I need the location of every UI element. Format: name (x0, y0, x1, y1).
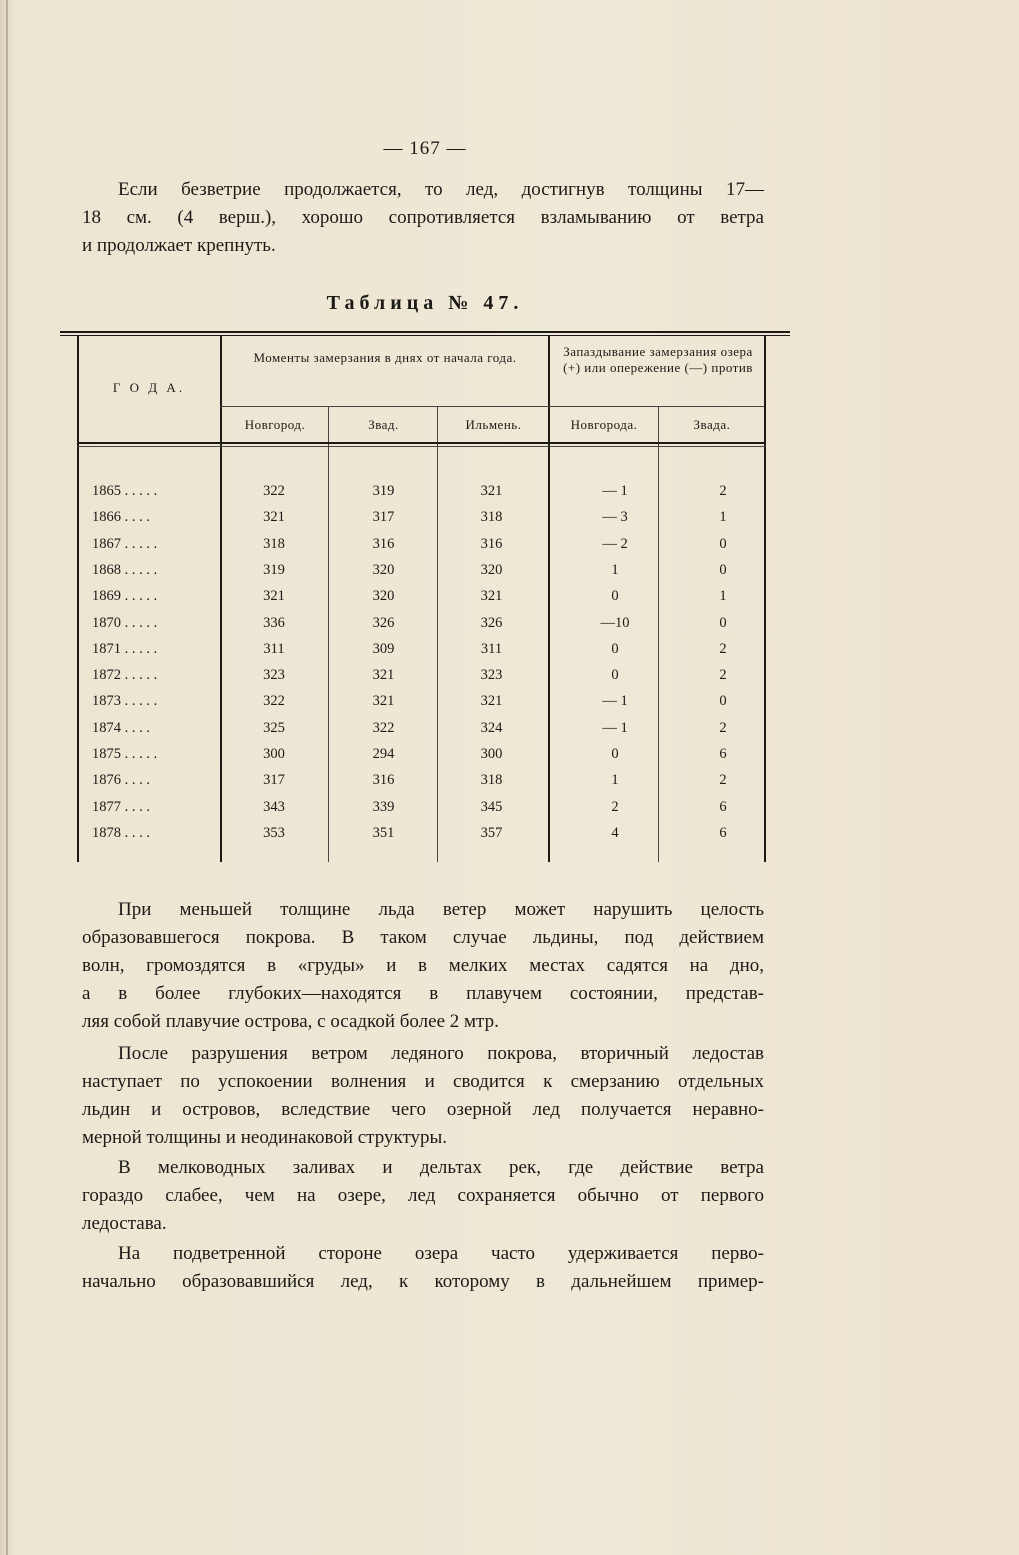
header-col-zvada: Звада. (693, 417, 731, 432)
paragraph-5 (82, 1240, 764, 1296)
paragraph-line: ляя собой плавучие острова, с осадкой более 2 мтр. (82, 1011, 499, 1032)
cell-novgorod: 322 (263, 483, 285, 499)
cell-vs-novgorod: — 3 (602, 509, 628, 526)
cell-zvad: 320 (372, 588, 395, 605)
paragraph-line: При меньшей толщине льда ветер может нарушить целость (118, 899, 764, 920)
cell-vs-novgorod: —10 (600, 614, 630, 631)
cell-ilmen: 318 (480, 772, 503, 789)
header-lag: Запаздывание замерзания озера (+) или опережение (—) против (563, 344, 753, 375)
col-sep-groups (548, 336, 550, 862)
cell-vs-novgorod: 0 (611, 640, 619, 657)
cell-year: 1875 . . . . . (92, 746, 158, 762)
table-left-border (77, 336, 79, 862)
cell-ilmen: 326 (480, 614, 503, 631)
cell-vs-novgorod: 0 (611, 588, 619, 605)
cell-year: 1867 . . . . . (92, 535, 158, 552)
cell-vs-novgorod: — 1 (602, 719, 628, 736)
cell-novgorod: 323 (263, 667, 285, 684)
cell-zvad: 351 (372, 824, 395, 841)
cell-vs-novgorod: 1 (611, 561, 619, 578)
cell-vs-zvad: 2 (719, 667, 727, 684)
cell-vs-novgorod: 0 (611, 667, 619, 684)
binding-edge (6, 0, 8, 1555)
cell-year: 1874 . . . . (92, 719, 150, 736)
col-sep-zvad (437, 406, 438, 862)
cell-vs-zvad: 2 (719, 772, 727, 789)
cell-year: 1877 . . . . (92, 798, 150, 815)
cell-ilmen: 324 (480, 719, 503, 736)
cell-ilmen: 323 (480, 667, 503, 684)
cell-novgorod: 322 (263, 693, 285, 710)
cell-zvad: 320 (372, 561, 395, 578)
cell-vs-zvad: 0 (719, 535, 727, 552)
paragraph-line: наступает по успокоении волнения и сводится к смерзанию отдельных (82, 1071, 764, 1092)
cell-zvad: 316 (372, 772, 395, 789)
cell-vs-zvad: 1 (719, 509, 727, 526)
cell-vs-zvad: 2 (719, 640, 727, 657)
cell-novgorod: 353 (263, 824, 285, 841)
header-bottom-rule-2 (77, 446, 766, 447)
cell-year: 1878 . . . . (92, 824, 150, 841)
cell-vs-novgorod: 2 (611, 798, 619, 815)
cell-novgorod: 336 (263, 614, 285, 631)
cell-novgorod: 321 (263, 509, 285, 526)
paragraph-line: После разрушения ветром ледяного покрова, вторичный ледостав (118, 1043, 764, 1064)
paragraph-1 (82, 176, 764, 260)
cell-vs-zvad: 1 (719, 588, 727, 605)
cell-year: 1866 . . . . (92, 509, 150, 526)
cell-year: 1871 . . . . . (92, 640, 158, 657)
paragraph-2 (82, 896, 764, 1036)
paragraph-line: Если безветрие продолжается, то лед, достигнув толщины 17— (118, 179, 764, 200)
cell-ilmen: 316 (480, 535, 503, 552)
cell-vs-novgorod: — 2 (602, 535, 628, 552)
cell-ilmen: 321 (480, 693, 503, 710)
cell-year: 1872 . . . . . (92, 667, 158, 684)
cell-year: 1869 . . . . . (92, 588, 158, 605)
cell-zvad: 322 (372, 719, 395, 736)
header-col-ilmen: Ильмень. (465, 417, 522, 432)
paragraph-line: гораздо слабее, чем на озере, лед сохраняется обычно от первого (82, 1185, 764, 1206)
cell-zvad: 309 (372, 640, 395, 657)
cell-ilmen: 345 (480, 798, 503, 815)
cell-novgorod: 325 (263, 719, 285, 736)
header-bottom-rule (77, 442, 766, 444)
col-sep-novgorod (328, 406, 329, 862)
paragraph-line: На подветренной стороне озера часто удерживается перво- (118, 1243, 764, 1264)
cell-zvad: 316 (372, 535, 395, 552)
cell-novgorod: 300 (263, 746, 285, 762)
table-title: Таблица № 47. (326, 292, 524, 314)
cell-novgorod: 318 (263, 535, 285, 552)
table-top-rule-2 (60, 335, 790, 336)
cell-zvad: 339 (372, 798, 395, 815)
cell-vs-novgorod: 0 (611, 746, 619, 762)
cell-vs-zvad: 0 (719, 693, 727, 710)
paragraph-line: и продолжает крепнуть. (82, 235, 276, 256)
cell-vs-zvad: 6 (719, 798, 727, 815)
paragraph-line: а в более глубоких—находятся в плавучем состоянии, представ- (82, 983, 764, 1004)
table-top-rule (60, 331, 790, 333)
cell-zvad: 321 (372, 693, 395, 710)
cell-vs-zvad: 2 (719, 719, 727, 736)
header-col-novgorod: Новгород. (244, 417, 306, 432)
cell-vs-novgorod: 1 (611, 772, 619, 789)
cell-zvad: 321 (372, 667, 395, 684)
cell-ilmen: 318 (480, 509, 503, 526)
header-col-zvad: Звад. (368, 417, 399, 432)
cell-vs-zvad: 6 (719, 824, 727, 841)
cell-novgorod: 321 (263, 588, 285, 605)
cell-year: 1876 . . . . (92, 772, 150, 789)
cell-novgorod: 319 (263, 561, 285, 578)
cell-ilmen: 321 (480, 483, 503, 499)
cell-novgorod: 317 (263, 772, 285, 789)
header-col-novgoroda: Новгорода. (570, 417, 638, 432)
cell-year: 1868 . . . . . (92, 561, 158, 578)
paragraph-line: льдин и островов, вследствие чего озерной лед получается неравно- (82, 1099, 764, 1120)
cell-year: 1870 . . . . . (92, 614, 158, 631)
paragraph-line: В мелководных заливах и дельтах рек, где действие ветра (118, 1157, 764, 1178)
paragraph-line: 18 см. (4 верш.), хорошо сопротивляется взламыванию от ветра (82, 207, 764, 228)
paragraph-line: начально образовавшийся лед, к которому в дальнейшем пример- (82, 1271, 764, 1292)
cell-vs-zvad: 2 (719, 483, 727, 499)
cell-vs-novgorod: 4 (611, 824, 619, 841)
header-subrule (220, 406, 764, 407)
cell-vs-novgorod: — 1 (602, 693, 628, 710)
cell-vs-novgorod: — 1 (602, 483, 628, 499)
header-years: Г О Д А. (112, 380, 186, 395)
paragraph-4 (82, 1154, 764, 1238)
header-freeze-moments: Моменты замерзания в днях от начала года. (253, 350, 517, 365)
cell-vs-zvad: 6 (719, 746, 727, 762)
cell-novgorod: 343 (263, 798, 285, 815)
cell-ilmen: 321 (480, 588, 503, 605)
cell-vs-zvad: 0 (719, 561, 727, 578)
paragraph-line: волн, громоздятся в «груды» и в мелких местах садятся на дно, (82, 955, 764, 976)
cell-zvad: 294 (372, 746, 395, 762)
cell-zvad: 326 (372, 614, 395, 631)
paragraph-line: образовавшегося покрова. В таком случае льдины, под действием (82, 927, 764, 948)
paragraph-line: ледостава. (82, 1213, 167, 1234)
cell-year: 1865 . . . . . (92, 483, 158, 499)
cell-ilmen: 357 (480, 824, 503, 841)
cell-vs-zvad: 0 (719, 614, 727, 631)
cell-ilmen: 311 (480, 640, 503, 657)
cell-zvad: 319 (372, 483, 395, 499)
cell-ilmen: 320 (480, 561, 503, 578)
cell-ilmen: 300 (480, 746, 503, 762)
paragraph-3 (82, 1040, 764, 1152)
cell-year: 1873 . . . . . (92, 693, 158, 710)
page-number: — 167 — (383, 138, 467, 159)
cell-zvad: 317 (372, 509, 395, 526)
cell-novgorod: 311 (263, 640, 285, 657)
paragraph-line: мерной толщины и неодинаковой структуры. (82, 1127, 448, 1148)
